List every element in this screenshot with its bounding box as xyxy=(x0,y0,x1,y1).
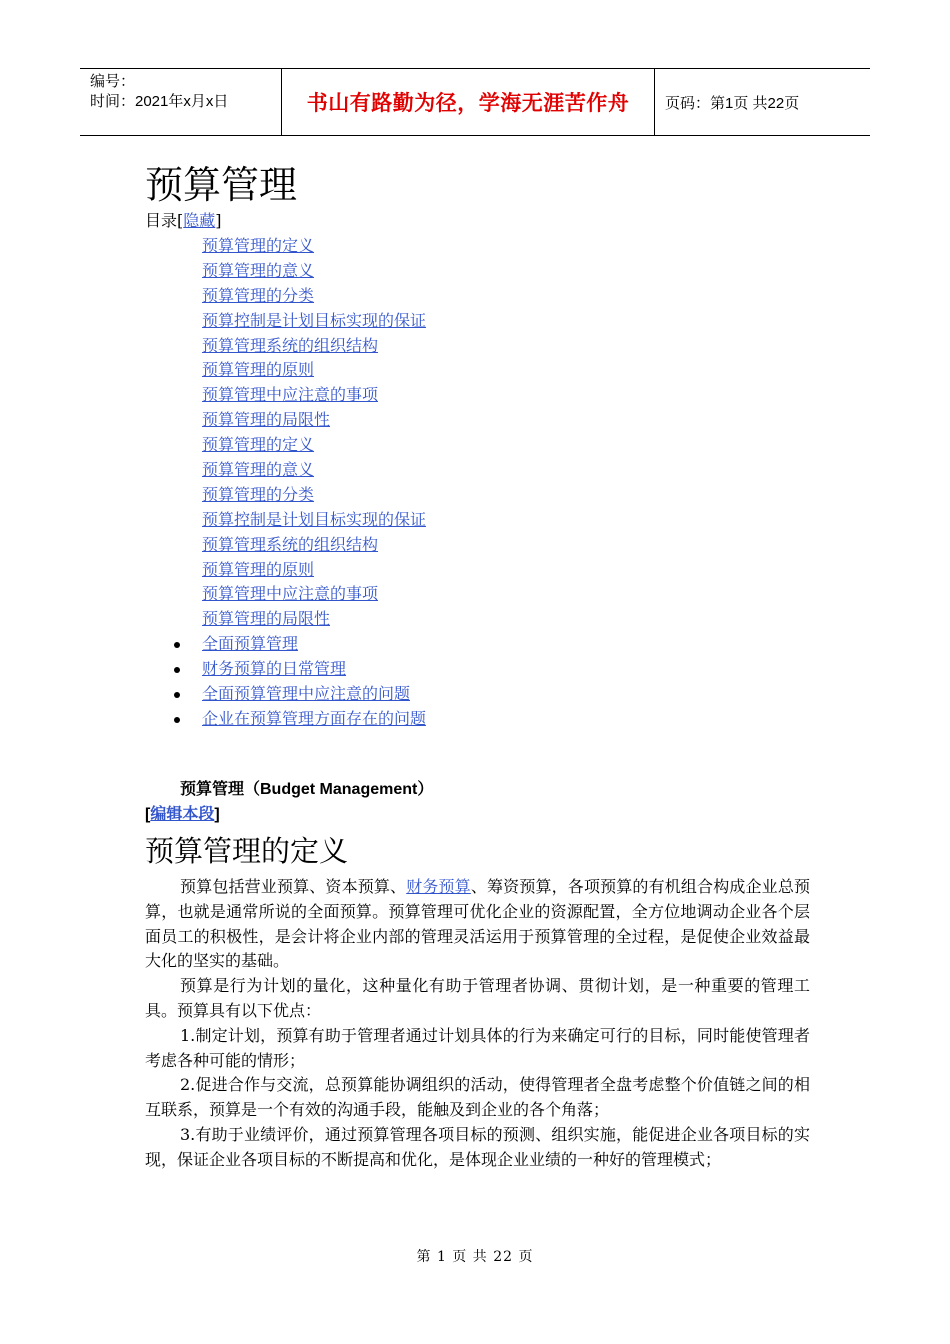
edit-section-link[interactable]: 编辑本段 xyxy=(150,806,215,823)
toc-item-link[interactable]: 预算管理的分类 xyxy=(202,285,315,305)
toc-label-suffix: ] xyxy=(215,211,222,230)
body-text xyxy=(145,875,810,1173)
document-title: 预算管理 xyxy=(145,163,298,207)
toc-list xyxy=(145,234,426,732)
toc-item-link[interactable]: 预算管理系统的组织结构 xyxy=(202,335,379,355)
toc-item xyxy=(145,508,426,533)
toc-item xyxy=(145,682,426,707)
finance-budget-link[interactable]: 财务预算 xyxy=(406,877,471,896)
toc-item xyxy=(145,582,426,607)
toc-item xyxy=(145,259,426,284)
toc-item xyxy=(145,284,426,309)
toc-label-prefix: 目录[ xyxy=(145,211,184,230)
toc-item xyxy=(145,558,426,583)
header-page-info: 页码：第1页 共22页 xyxy=(665,94,800,112)
toc-item xyxy=(145,632,426,657)
toc-item-link[interactable]: 预算管理的局限性 xyxy=(202,410,331,430)
header-number-label: 编号： xyxy=(90,73,136,90)
header-motto: 书山有路勤为径，学海无涯苦作舟 xyxy=(282,69,655,135)
toc-item xyxy=(145,334,426,359)
toc-item-link[interactable]: 预算控制是计划目标实现的保证 xyxy=(202,310,427,330)
page-header-table xyxy=(80,68,870,136)
toc-item-link[interactable]: 预算控制是计划目标实现的保证 xyxy=(202,509,427,529)
toc-hide-link[interactable]: 隐藏 xyxy=(183,211,216,230)
toc-item-link[interactable]: 全面预算管理 xyxy=(202,634,299,654)
toc-item xyxy=(145,309,426,334)
paragraph-5: 3.有助于业绩评价，通过预算管理各项目标的预测、组织实施，能促进企业各项目标的实现，保证企业各项目标的不断提高和优化，是体现企业业绩的一种好的管理模式； xyxy=(145,1124,810,1169)
paragraph-1 xyxy=(145,875,810,974)
toc-item-link[interactable]: 预算管理的定义 xyxy=(202,236,315,255)
edit-section xyxy=(145,801,220,824)
toc-item xyxy=(145,458,426,483)
toc-item xyxy=(145,707,426,732)
p1-before: 预算包括营业预算、资本预算、 xyxy=(180,877,407,896)
toc-heading xyxy=(145,210,222,232)
edit-prefix: [ xyxy=(145,806,151,823)
toc-item-link[interactable]: 预算管理的意义 xyxy=(202,260,315,280)
paragraph-4: 2.促进合作与交流，总预算能协调组织的活动，使得管理者全盘考虑整个价值链之间的相互联系，预算是一个有效的沟通手段，能触及到企业的各个角落； xyxy=(145,1075,810,1120)
header-meta-cell xyxy=(80,69,282,135)
toc-item-link[interactable]: 企业在预算管理方面存在的问题 xyxy=(202,708,427,728)
toc-item xyxy=(145,358,426,383)
paragraph-2: 预算是行为计划的量化，这种量化有助于管理者协调、贯彻计划，是一种重要的管理工具。预算具有以下优点： xyxy=(145,976,810,1020)
toc-item-link[interactable]: 全面预算管理中应注意的问题 xyxy=(202,684,411,704)
toc-item-link[interactable]: 预算管理中应注意的事项 xyxy=(202,584,379,604)
toc-item xyxy=(145,433,426,458)
intro-line: 预算管理（Budget Management） xyxy=(180,781,434,798)
page-footer: 第 1 页 共 22 页 xyxy=(416,1249,534,1265)
toc-item xyxy=(145,408,426,433)
toc-item-link[interactable]: 预算管理系统的组织结构 xyxy=(202,534,379,554)
toc-item-link[interactable]: 财务预算的日常管理 xyxy=(202,659,347,679)
toc-item-link[interactable]: 预算管理的分类 xyxy=(202,484,315,504)
toc-item-link[interactable]: 预算管理的局限性 xyxy=(202,609,331,629)
toc-item xyxy=(145,483,426,508)
toc-item-link[interactable]: 预算管理的原则 xyxy=(202,559,315,579)
section-heading: 预算管理的定义 xyxy=(145,834,349,868)
toc-item-link[interactable]: 预算管理的定义 xyxy=(202,435,315,455)
toc-item xyxy=(145,533,426,558)
toc-item xyxy=(145,657,426,682)
toc-item-link[interactable]: 预算管理中应注意的事项 xyxy=(202,385,379,405)
edit-suffix: ] xyxy=(214,806,220,823)
header-time-label: 时间：2021年x月x日 xyxy=(90,93,229,110)
toc-item-link[interactable]: 预算管理的意义 xyxy=(202,460,315,480)
toc-item xyxy=(145,234,426,259)
paragraph-3: 1.制定计划，预算有助于管理者通过计划具体的行为来确定可行的目标，同时能使管理者考虑各种可能的情形； xyxy=(145,1025,810,1070)
toc-item xyxy=(145,607,426,632)
p1-after: 、筹资预算，各项预算的有机组合构成企业总预算，也就是通常所说的全面预算。预算管理可优化企业的资源配置，全方位地调动企业各个层面员工的积极性，是会计将企业内部的管理灵活运用于预算管理的全过程，是促使企业效益最大化的坚实的基础。 xyxy=(145,877,810,971)
toc-item-link[interactable]: 预算管理的原则 xyxy=(202,360,315,380)
toc-item xyxy=(145,383,426,408)
